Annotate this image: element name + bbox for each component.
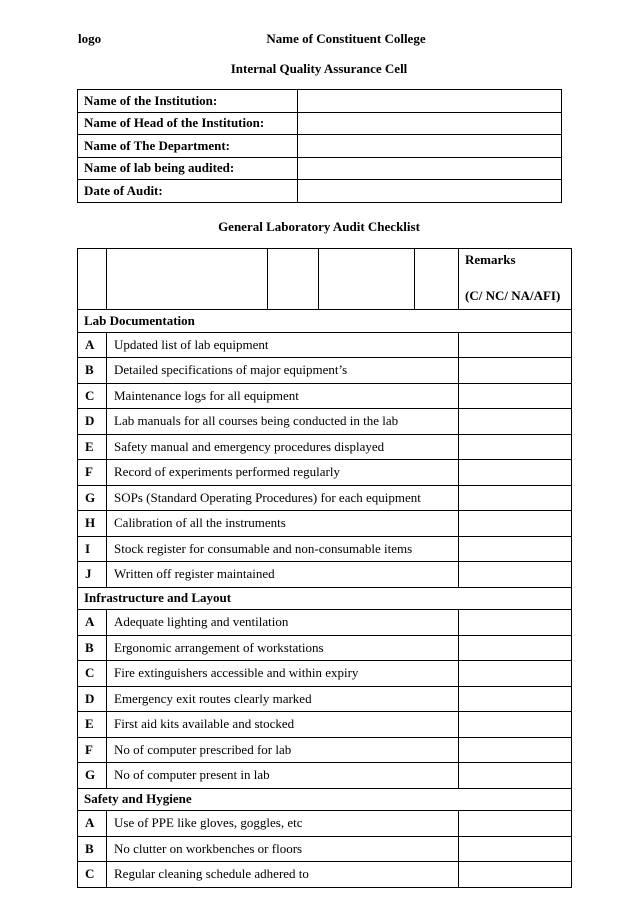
item-description: Safety manual and emergency procedures displayed	[107, 434, 459, 460]
remarks-cell[interactable]	[459, 511, 572, 537]
item-letter: D	[78, 409, 107, 435]
info-row	[78, 112, 562, 135]
checklist-item-row	[78, 409, 572, 435]
item-letter: B	[78, 635, 107, 661]
remarks-header	[459, 249, 572, 310]
header-cell	[107, 249, 268, 310]
item-letter: A	[78, 610, 107, 636]
remarks-cell[interactable]	[459, 635, 572, 661]
item-description: Lab manuals for all courses being conducted in the lab	[107, 409, 459, 435]
info-label: Name of Head of the Institution:	[78, 112, 298, 135]
section-title: Lab Documentation	[78, 310, 572, 333]
checklist-item-row	[78, 661, 572, 687]
info-value-field[interactable]	[298, 135, 562, 158]
remarks-cell[interactable]	[459, 862, 572, 888]
section-title: Safety and Hygiene	[78, 788, 572, 811]
checklist-item-row	[78, 610, 572, 636]
item-letter: H	[78, 511, 107, 537]
remarks-cell[interactable]	[459, 536, 572, 562]
item-description: No of computer prescribed for lab	[107, 737, 459, 763]
remarks-cell[interactable]	[459, 485, 572, 511]
info-value-field[interactable]	[298, 90, 562, 113]
item-description: No clutter on workbenches or floors	[107, 836, 459, 862]
item-letter: J	[78, 562, 107, 588]
info-label: Date of Audit:	[78, 180, 298, 203]
checklist-item-row	[78, 763, 572, 789]
remarks-cell[interactable]	[459, 712, 572, 738]
item-letter: E	[78, 434, 107, 460]
checklist-title: General Laboratory Audit Checklist	[218, 219, 420, 234]
info-row	[78, 135, 562, 158]
info-label: Name of The Department:	[78, 135, 298, 158]
item-letter: C	[78, 661, 107, 687]
item-description: Written off register maintained	[107, 562, 459, 588]
remarks-cell[interactable]	[459, 661, 572, 687]
item-letter: G	[78, 485, 107, 511]
checklist-header-row	[78, 249, 572, 310]
institution-info-table	[77, 89, 562, 203]
item-description: Adequate lighting and ventilation	[107, 610, 459, 636]
remarks-cell[interactable]	[459, 358, 572, 384]
checklist-item-row	[78, 737, 572, 763]
header-cell	[319, 249, 415, 310]
item-description: Updated list of lab equipment	[107, 332, 459, 358]
remarks-cell[interactable]	[459, 409, 572, 435]
item-description: Regular cleaning schedule adhered to	[107, 862, 459, 888]
item-description: Maintenance logs for all equipment	[107, 383, 459, 409]
remarks-cell[interactable]	[459, 460, 572, 486]
item-description: No of computer present in lab	[107, 763, 459, 789]
info-value-field[interactable]	[298, 157, 562, 180]
remarks-cell[interactable]	[459, 562, 572, 588]
checklist-item-row	[78, 383, 572, 409]
info-row	[78, 157, 562, 180]
checklist-item-row	[78, 460, 572, 486]
checklist-item-row	[78, 332, 572, 358]
section-row	[78, 310, 572, 333]
remarks-cell[interactable]	[459, 811, 572, 837]
checklist-item-row	[78, 712, 572, 738]
checklist-item-row	[78, 562, 572, 588]
remarks-cell[interactable]	[459, 332, 572, 358]
item-letter: E	[78, 712, 107, 738]
item-description: Record of experiments performed regularly	[107, 460, 459, 486]
item-letter: B	[78, 358, 107, 384]
item-letter: I	[78, 536, 107, 562]
item-letter: B	[78, 836, 107, 862]
page-header	[0, 0, 638, 90]
item-letter: D	[78, 686, 107, 712]
section-title: Infrastructure and Layout	[78, 587, 572, 610]
iqac-title: Internal Quality Assurance Cell	[230, 61, 408, 76]
checklist-item-row	[78, 862, 572, 888]
header-cell	[415, 249, 459, 310]
remarks-label: Remarks	[465, 252, 516, 267]
item-letter: C	[78, 383, 107, 409]
item-description: Emergency exit routes clearly marked	[107, 686, 459, 712]
remarks-cell[interactable]	[459, 763, 572, 789]
info-value-field[interactable]	[298, 180, 562, 203]
item-description: Fire extinguishers accessible and within expiry	[107, 661, 459, 687]
remarks-cell[interactable]	[459, 434, 572, 460]
item-description: Stock register for consumable and non-consumable items	[107, 536, 459, 562]
item-description: Detailed specifications of major equipment’s	[107, 358, 459, 384]
checklist-item-row	[78, 358, 572, 384]
remarks-cell[interactable]	[459, 610, 572, 636]
checklist-item-row	[78, 811, 572, 837]
section-row	[78, 587, 572, 610]
audit-checklist-table	[77, 248, 572, 888]
checklist-item-row	[78, 686, 572, 712]
info-row	[78, 90, 562, 113]
item-letter: C	[78, 862, 107, 888]
item-letter: F	[78, 460, 107, 486]
item-description: Calibration of all the instruments	[107, 511, 459, 537]
checklist-item-row	[78, 485, 572, 511]
item-description: SOPs (Standard Operating Procedures) for each equipment	[107, 485, 459, 511]
info-label: Name of the Institution:	[78, 90, 298, 113]
college-name: Name of Constituent College	[266, 31, 426, 46]
item-letter: F	[78, 737, 107, 763]
item-description: First aid kits available and stocked	[107, 712, 459, 738]
header-cell	[78, 249, 107, 310]
item-letter: A	[78, 811, 107, 837]
remarks-cell[interactable]	[459, 836, 572, 862]
checklist-item-row	[78, 434, 572, 460]
info-row	[78, 180, 562, 203]
checklist-item-row	[78, 536, 572, 562]
item-letter: A	[78, 332, 107, 358]
section-row	[78, 788, 572, 811]
header-cell	[268, 249, 319, 310]
item-description: Use of PPE like gloves, goggles, etc	[107, 811, 459, 837]
info-label: Name of lab being audited:	[78, 157, 298, 180]
info-value-field[interactable]	[298, 112, 562, 135]
remarks-cell[interactable]	[459, 383, 572, 409]
remarks-legend: (C/ NC/ NA/AFI)	[465, 288, 561, 303]
checklist-item-row	[78, 836, 572, 862]
checklist-item-row	[78, 511, 572, 537]
item-letter: G	[78, 763, 107, 789]
remarks-cell[interactable]	[459, 686, 572, 712]
logo-placeholder: logo	[78, 31, 102, 46]
item-description: Ergonomic arrangement of workstations	[107, 635, 459, 661]
remarks-cell[interactable]	[459, 737, 572, 763]
checklist-item-row	[78, 635, 572, 661]
